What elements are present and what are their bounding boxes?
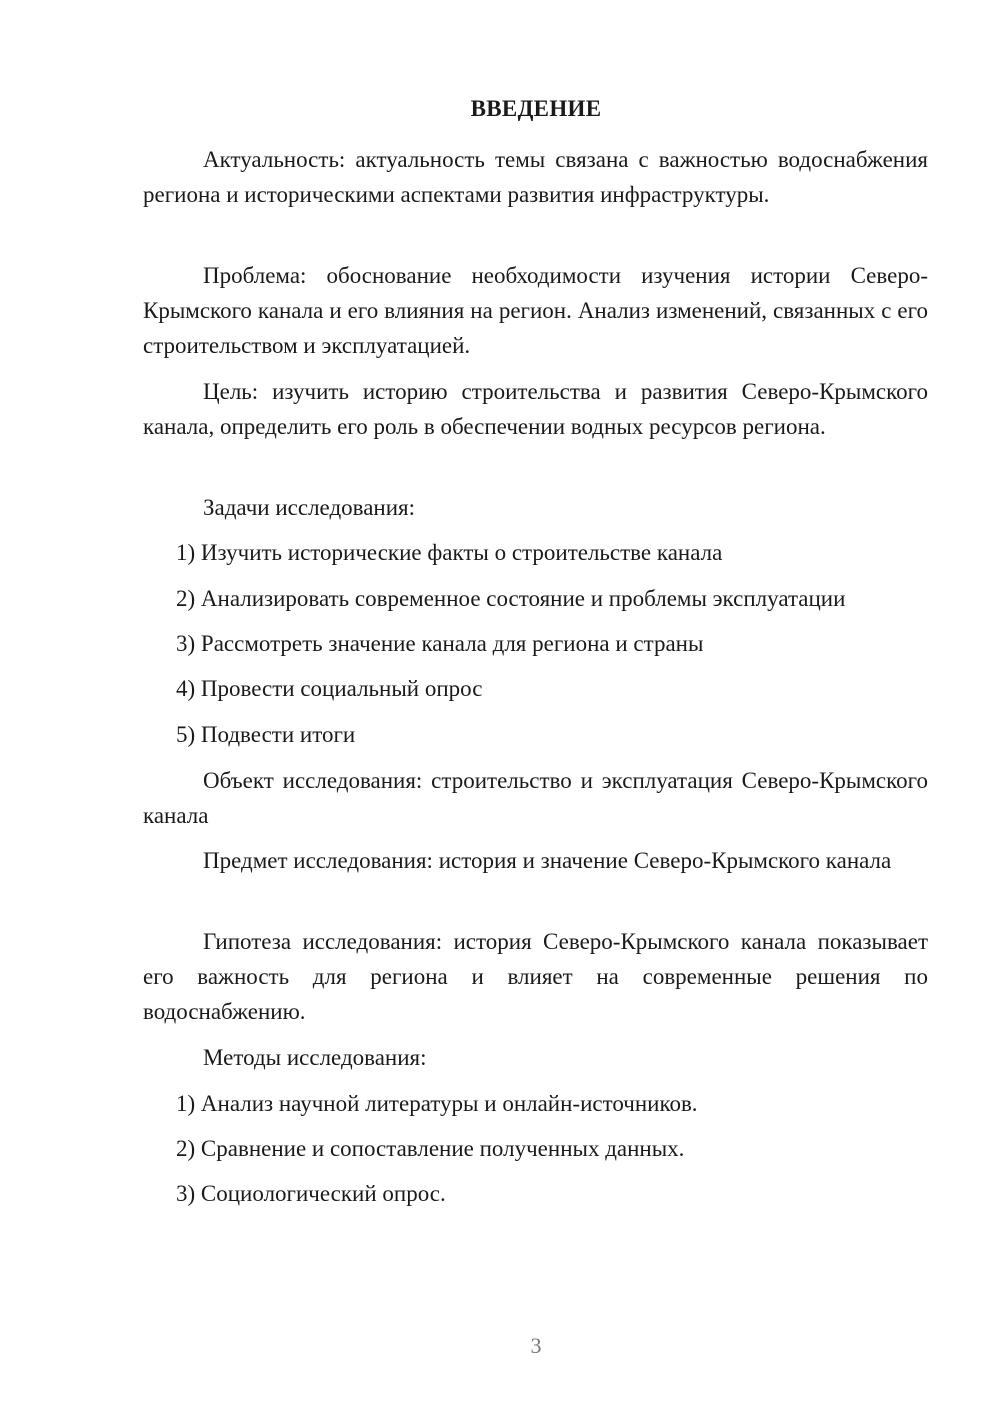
- methods-heading: Методы исследования:: [203, 1045, 427, 1070]
- task-item-4: 4) Провести социальный опрос: [176, 676, 483, 701]
- method-item-1: 1) Анализ научной литературы и онлайн-источников.: [176, 1091, 698, 1116]
- goal-paragraph: Цель: изучить историю строительства и развития Северо-Крымского канала, определить его роль в обеспечении водных ресурсов региона.: [143, 379, 928, 439]
- task-item-5: 5) Подвести итоги: [176, 722, 356, 747]
- method-item-2: 2) Сравнение и сопоставление полученных данных.: [176, 1136, 685, 1161]
- tasks-heading: Задачи исследования:: [203, 495, 416, 520]
- task-item-1: 1) Изучить исторические факты о строительстве канала: [176, 540, 723, 565]
- relevance-paragraph: Актуальность: актуальность темы связана с важностью водоснабжения региона и историческими аспектами развития инфраструктуры.: [143, 147, 928, 207]
- subject-paragraph: Предмет исследования: история и значение Северо-Крымского канала: [203, 848, 892, 873]
- page-number: 3: [530, 1333, 542, 1358]
- task-item-3: 3) Рассмотреть значение канала для региона и страны: [176, 631, 704, 656]
- hypothesis-paragraph: Гипотеза исследования: история Северо-Крымского канала показывает его важность для региона и влияет на современные решения по водоснабжению.: [143, 929, 928, 1024]
- method-item-3: 3) Социологический опрос.: [176, 1181, 446, 1206]
- object-paragraph: Объект исследования: строительство и эксплуатация Северо-Крымского канала: [143, 768, 928, 828]
- task-item-2: 2) Анализировать современное состояние и проблемы эксплуатации: [176, 586, 846, 611]
- problem-paragraph: Проблема: обоснование необходимости изучения истории Северо-Крымского канала и его влияния на регион. Анализ изменений, связанных с его строительством и эксплуатацией.: [143, 263, 928, 358]
- document-title: ВВЕДЕНИЕ: [470, 96, 602, 121]
